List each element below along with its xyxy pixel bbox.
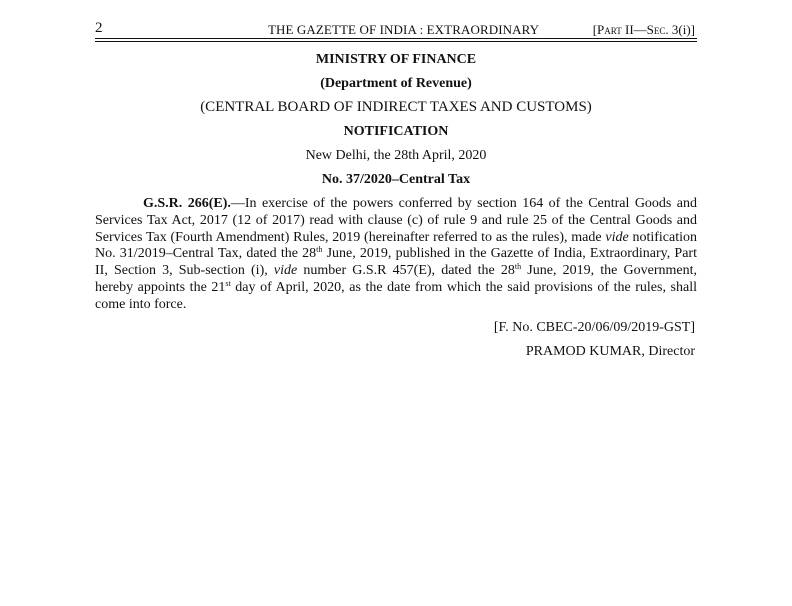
place-date: New Delhi, the 28th April, 2020 (305, 148, 487, 163)
page-header (95, 0, 697, 38)
signatory: PRAMOD KUMAR, Director (525, 344, 695, 359)
file-number: [F. No. CBEC-20/06/09/2019-GST] (493, 320, 695, 335)
gazette-title: THE GAZETTE OF INDIA : EXTRAORDINARY (268, 22, 540, 37)
notification-number: No. 37/2020–Central Tax (321, 172, 471, 187)
gsr-number: G.S.R. 266(E). (143, 196, 231, 211)
notification-body: G.S.R. 266(E).—In exercise of the powers conferred by section 164 of the Central Goods and Services Tax Act, 2017 (12 of 2017) read with clause (c) of rule 9 and rule 25 of the Central Goods and Services Tax (Fourth Amendment) Rules, 2019 (hereinafter referred to as the rules), made vide notification No. 31/2019–Central Tax, dated the 28th June, 2019, published in the Gazette of India, Extraordinary, Part II, Section 3, Sub-section (i), vide number G.S.R 457(E), dated the 28th June, 2019, the Government, hereby appoints the 21st day of April, 2020, as the date from which the said provisions of the rules, shall come into force. (95, 196, 698, 312)
part-section-label: [Part II—Sec. 3(i)] (592, 22, 695, 37)
gazette-page (95, 0, 698, 359)
page-number: 2 (95, 20, 103, 36)
ministry-heading: MINISTRY OF FINANCE (315, 52, 477, 67)
header-rule-top (95, 38, 697, 39)
notification-heading: NOTIFICATION (343, 124, 449, 139)
header-rule-bottom (95, 41, 697, 42)
department-heading: (Department of Revenue) (320, 76, 472, 91)
board-heading: (CENTRAL BOARD OF INDIRECT TAXES AND CUSTOMS) (200, 99, 592, 115)
